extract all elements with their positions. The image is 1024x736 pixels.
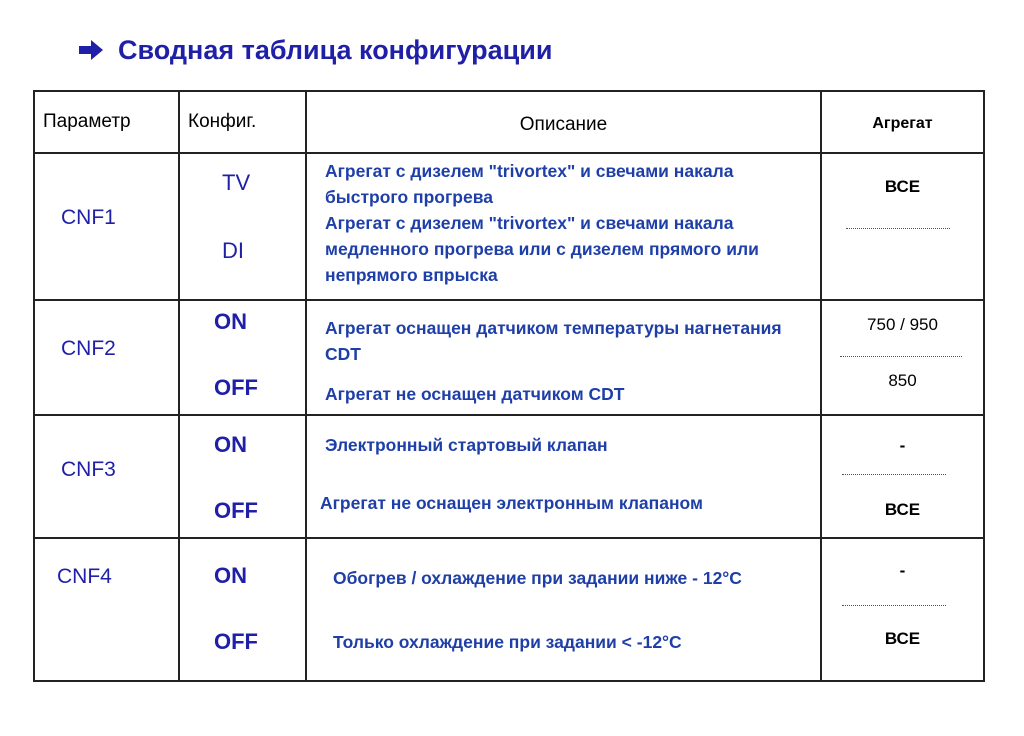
divider bbox=[846, 228, 950, 229]
description-cell bbox=[306, 153, 821, 300]
title-row bbox=[78, 30, 552, 70]
param-cell bbox=[34, 300, 179, 415]
description-cell bbox=[306, 300, 821, 415]
arrow-right-icon bbox=[78, 39, 104, 61]
description-cell bbox=[306, 415, 821, 538]
divider bbox=[840, 356, 962, 357]
aggregate-value: - bbox=[899, 561, 906, 580]
config-cell bbox=[179, 300, 306, 415]
header-description: Описание bbox=[306, 91, 821, 153]
config-value: OFF bbox=[214, 498, 258, 523]
header-config: Конфиг. bbox=[179, 91, 306, 153]
config-value: OFF bbox=[214, 375, 258, 400]
config-value: ON bbox=[214, 432, 247, 457]
description-text: Агрегат не оснащен электронным клапаном bbox=[320, 493, 703, 513]
aggregate-cell bbox=[821, 415, 984, 538]
description-text: Агрегат с дизелем "trivortex" и свечами накала медленного прогрева или с дизелем прямого или непрямого впрыска bbox=[325, 213, 759, 285]
table-row bbox=[34, 538, 984, 681]
aggregate-value: - bbox=[899, 436, 906, 455]
param-name: CNF3 bbox=[61, 458, 116, 481]
config-value: OFF bbox=[214, 629, 258, 654]
aggregate-value: 750 / 950 bbox=[867, 315, 938, 334]
aggregate-cell bbox=[821, 538, 984, 681]
aggregate-cell bbox=[821, 300, 984, 415]
config-cell bbox=[179, 415, 306, 538]
page-title: Сводная таблица конфигурации bbox=[118, 34, 553, 65]
param-name: CNF1 bbox=[61, 206, 116, 229]
aggregate-value: ВСЕ bbox=[884, 177, 921, 196]
config-value: ON bbox=[214, 309, 247, 334]
aggregate-value: ВСЕ bbox=[884, 629, 921, 648]
param-cell bbox=[34, 415, 179, 538]
table-row bbox=[34, 153, 984, 300]
table-row bbox=[34, 415, 984, 538]
table-header-row bbox=[34, 91, 984, 153]
description-text: Обогрев / охлаждение при задании ниже - 12°C bbox=[333, 568, 742, 588]
config-table bbox=[33, 90, 985, 682]
aggregate-value: ВСЕ bbox=[884, 500, 921, 519]
description-text: Агрегат с дизелем "trivortex" и свечами накала быстрого прогрева bbox=[325, 161, 734, 207]
description-text: Только охлаждение при задании < -12°C bbox=[333, 632, 682, 652]
aggregate-cell bbox=[821, 153, 984, 300]
description-text: Агрегат не оснащен датчиком CDT bbox=[325, 384, 625, 404]
param-cell bbox=[34, 153, 179, 300]
config-value: ON bbox=[214, 563, 247, 588]
header-aggregate: Агрегат bbox=[821, 91, 984, 153]
param-name: CNF2 bbox=[61, 337, 116, 360]
description-cell bbox=[306, 538, 821, 681]
description-text: Агрегат оснащен датчиком температуры нагнетания CDT bbox=[325, 318, 782, 364]
header-param: Параметр bbox=[34, 91, 179, 153]
config-value: DI bbox=[222, 238, 244, 263]
divider bbox=[842, 474, 946, 475]
param-cell bbox=[34, 538, 179, 681]
description-text: Электронный стартовый клапан bbox=[325, 435, 608, 455]
aggregate-value: 850 bbox=[888, 371, 917, 390]
divider bbox=[842, 605, 946, 606]
table-row bbox=[34, 300, 984, 415]
config-cell bbox=[179, 538, 306, 681]
param-name: CNF4 bbox=[57, 565, 112, 588]
config-cell bbox=[179, 153, 306, 300]
config-value: TV bbox=[222, 170, 251, 195]
